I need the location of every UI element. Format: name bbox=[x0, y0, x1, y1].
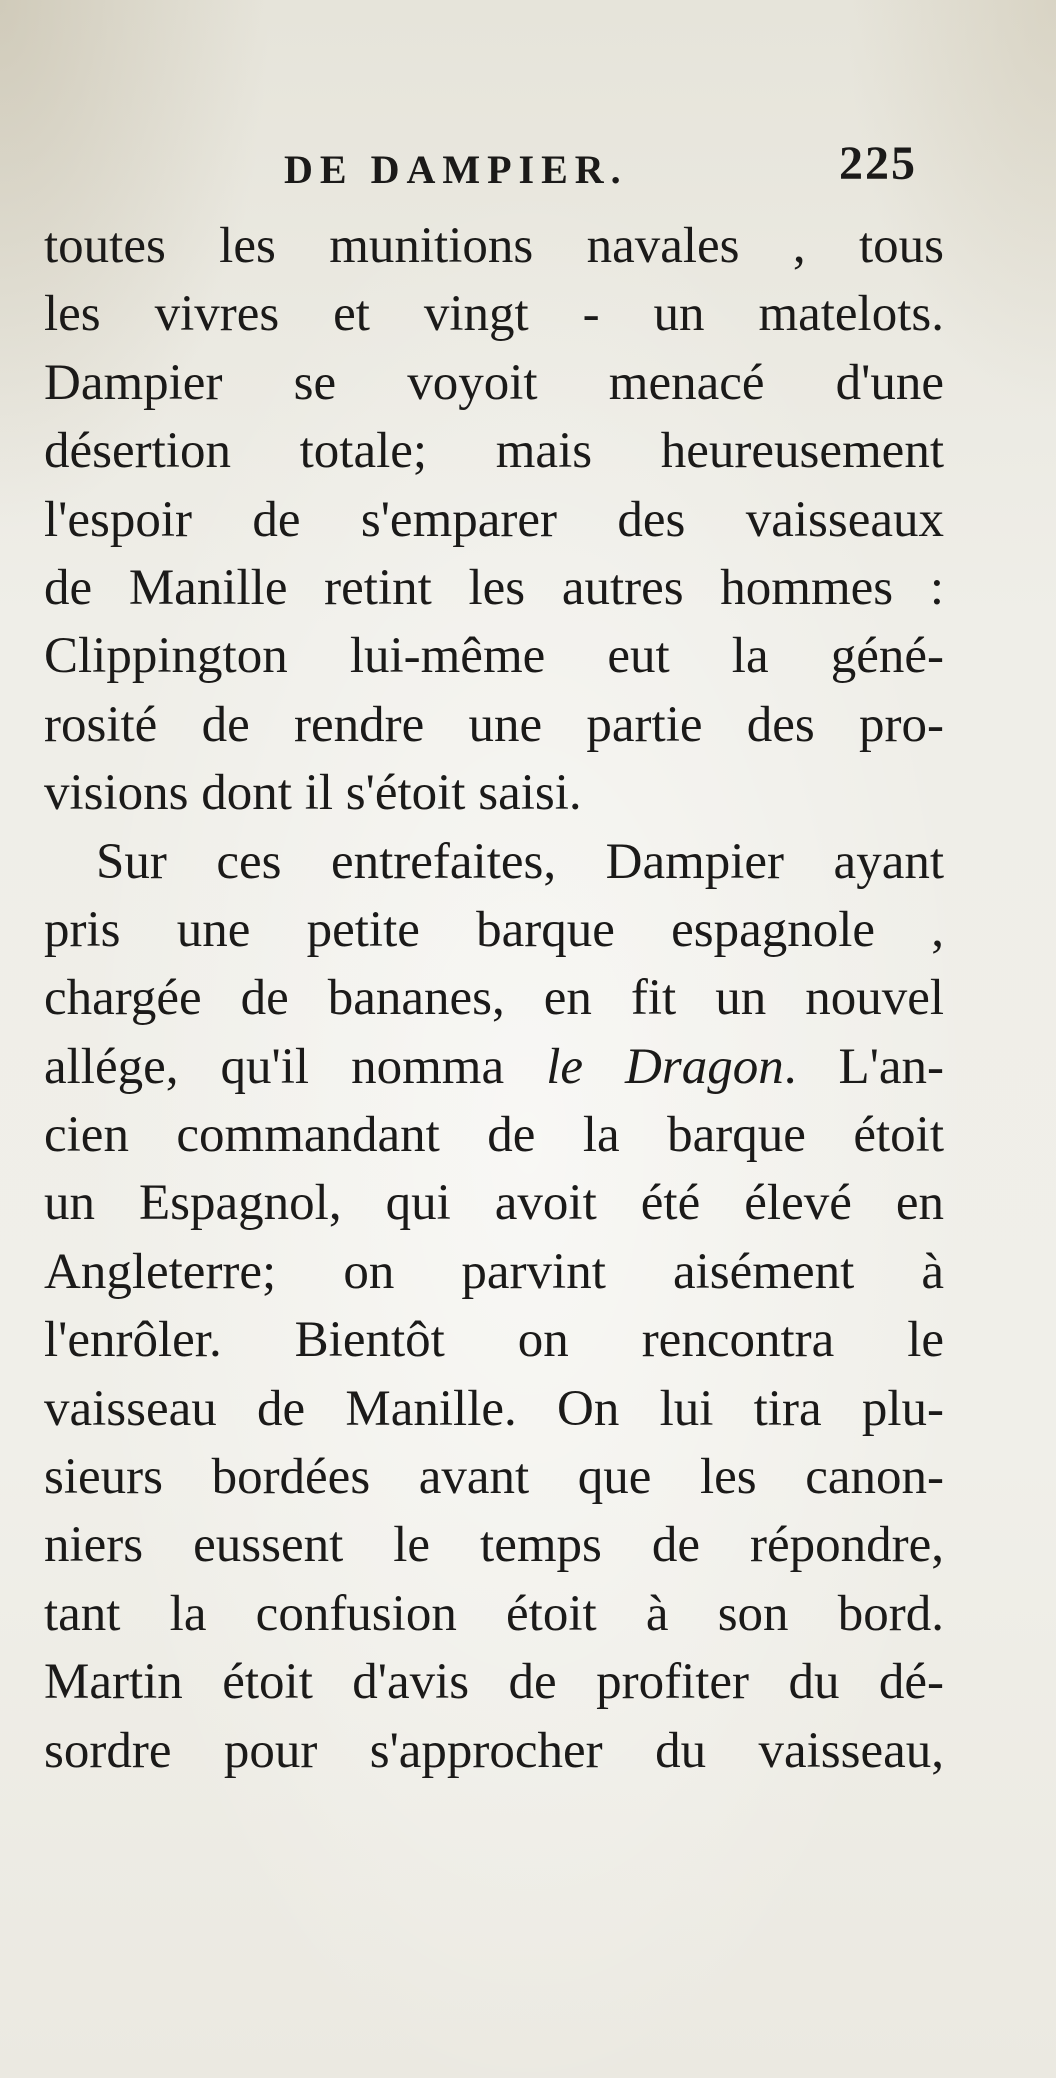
text-line: chargée de bananes, en fit un nouvel bbox=[44, 970, 944, 1027]
text-line: Martin étoit d'avis de profiter du dé- bbox=[44, 1654, 944, 1711]
text-line: visions dont il s'étoit saisi. bbox=[44, 765, 582, 822]
text-line: Sur ces entrefaites, Dampier ayant bbox=[96, 833, 944, 890]
text-line: tant la confusion étoit à son bord. bbox=[44, 1585, 944, 1642]
running-head bbox=[44, 137, 944, 200]
text-line: Angleterre; on parvint aisément à bbox=[44, 1243, 944, 1300]
text-line: niers eussent le temps de répondre, bbox=[44, 1517, 944, 1574]
text-line: cien commandant de la barque étoit bbox=[44, 1107, 944, 1164]
text-fragment: . L'an- bbox=[783, 1038, 944, 1095]
text-line: les vivres et vingt - un matelots. bbox=[44, 286, 944, 343]
text-line: toutes les munitions navales , tous bbox=[44, 218, 944, 274]
text-line: l'enrôler. Bientôt on rencontra le bbox=[44, 1312, 944, 1369]
running-title: DE DAMPIER. bbox=[284, 147, 628, 192]
text-line: sieurs bordées avant que les canon- bbox=[44, 1449, 944, 1506]
text-line-mixed bbox=[44, 1033, 944, 1101]
text-line: sordre pour s'approcher du vaisseau, bbox=[44, 1722, 944, 1779]
text-line: de Manille retint les autres hommes : bbox=[44, 559, 944, 616]
text-line: rosité de rendre une partie des pro- bbox=[44, 696, 944, 753]
page-number: 225 bbox=[839, 137, 917, 190]
ship-name-italic: le Dragon bbox=[546, 1038, 784, 1095]
text-line: Clippington lui-même eut la géné- bbox=[44, 628, 944, 685]
text-line: Dampier se voyoit menacé d'une bbox=[44, 354, 944, 411]
text-fragment: allége, qu'il nomma bbox=[44, 1038, 505, 1095]
body-text bbox=[44, 212, 944, 1785]
text-line: pris une petite barque espagnole , bbox=[44, 901, 944, 958]
text-line: désertion totale; mais heureusement bbox=[44, 423, 944, 480]
text-line: l'espoir de s'emparer des vaisseaux bbox=[44, 491, 944, 548]
text-line: un Espagnol, qui avoit été élevé en bbox=[44, 1175, 944, 1232]
text-line: vaisseau de Manille. On lui tira plu- bbox=[44, 1380, 944, 1437]
